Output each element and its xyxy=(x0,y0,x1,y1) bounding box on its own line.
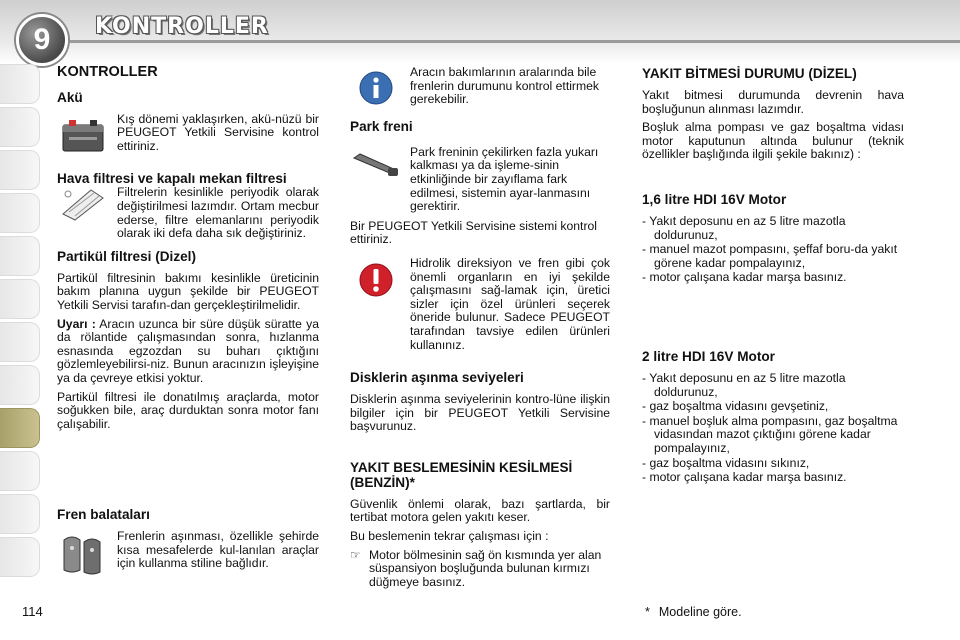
column-middle xyxy=(350,66,610,589)
hdi16-steps xyxy=(642,215,904,285)
pointing-hand-icon: ☞ xyxy=(350,547,361,562)
battery-text: Kış dönemi yaklaşırken, akü-nüzü bir PEUGEOT Yetkili Servisine kontrol ettiriniz. xyxy=(117,111,319,153)
dpf-heading: Partikül filtresi (Dizel) xyxy=(57,248,196,264)
chapter-tab[interactable] xyxy=(0,451,40,491)
brake-pads-icon xyxy=(57,530,109,576)
step-item: - manuel mazot pompasını, şeffaf boru-da yakıt görene kadar pompalayınız, xyxy=(642,243,904,270)
park-brake-text: Park freninin çekilirken fazla yukarı kalkması ya da işleme-sinin etkinliğinde bir zayıflama fark edilmesi, sistemin ayar-lanmasını gerektirir. xyxy=(410,144,599,214)
dpf-paragraph-2 xyxy=(57,318,319,386)
chapter-tab[interactable] xyxy=(0,322,40,362)
dpf-warning-text: Aracın uzunca bir süre düşük süratte ya da rölantide çalışmasından sonra, hızlanma esnasında egzozdan su buharı çıktığını gözlemleyebilirsi-niz. Bunun aracınızın işleyişine ya da çevreye etkisi yoktur. xyxy=(57,316,319,385)
disc-text: Disklerin aşınma seviyelerinin kontro-lüne ilişkin bilgiler için bir PEUGEOT Yetkili Servisine başvurunuz. xyxy=(350,392,610,434)
petrol-cutoff-heading: YAKIT BESLEMESİNİN KESİLMESİ (BENZİN)* xyxy=(350,459,573,490)
dpf-warning-label: Uyarı : xyxy=(57,316,96,331)
battery-icon xyxy=(57,113,109,154)
footnote xyxy=(645,605,742,619)
step-item: - motor çalışana kadar marşa basınız. xyxy=(642,271,904,285)
park-brake-icon xyxy=(350,146,402,214)
petrol-paragraph-1: Güvenlik önlemi olarak, bazı şartlarda, bir tertibat motora gelen yakıtı keser. xyxy=(350,496,610,525)
step-item: - motor çalışana kadar marşa basınız. xyxy=(642,471,904,485)
chapter-tab[interactable] xyxy=(0,236,40,276)
dpf-paragraph-3: Partikül filtresi ile donatılmış araçlarda, motor soğukken bile, araç durduktan sonra motor fanı çalışabilir. xyxy=(57,389,319,431)
diesel-paragraph-1: Yakıt bitmesi durumunda devrenin hava boşluğunun alınması lazımdır. xyxy=(642,88,904,116)
step-item: - manuel boşluk alma pompasını, gaz boşaltma vidasından mazot çıktığını görene kadar pompalayınız, xyxy=(642,415,904,456)
info-icon xyxy=(350,66,402,107)
warning-icon xyxy=(350,257,402,352)
petrol-bullet xyxy=(350,549,610,590)
diesel-empty-heading: YAKIT BİTMESİ DURUMU (DİZEL) xyxy=(642,66,857,81)
chapter-tab[interactable] xyxy=(0,64,40,104)
step-item: - gaz boşaltma vidasını sıkınız, xyxy=(642,457,904,471)
filter-icon xyxy=(57,170,109,240)
chapter-tab[interactable] xyxy=(0,193,40,233)
info-text: Aracın bakımlarının aralarında bile frenlerin durumunu kontrol ettirmek gerekebilir. xyxy=(410,65,599,107)
chapter-tab[interactable] xyxy=(0,365,40,405)
section-title: KONTROLLER xyxy=(57,64,158,80)
chapter-tab[interactable] xyxy=(0,279,40,319)
page-title: KONTROLLER xyxy=(95,14,269,39)
battery-heading: Akü xyxy=(57,89,83,105)
footnote-marker: * xyxy=(645,605,650,619)
petrol-paragraph-2: Bu beslemenin tekrar çalışması için : xyxy=(350,529,549,544)
footnote-text: Modeline göre. xyxy=(658,605,742,619)
page-number: 114 xyxy=(22,604,43,619)
diesel-paragraph-2: Boşluk alma pompası ve gaz boşaltma vidası motor kaputunun altında bulunur (teknik özellikler başlığında ilgili şekile bakınız) : xyxy=(642,120,904,162)
column-left xyxy=(57,66,319,582)
chapter-tab[interactable] xyxy=(0,150,40,190)
hdi16-heading: 1,6 litre HDI 16V Motor xyxy=(642,191,787,207)
chapter-tab-active[interactable] xyxy=(0,408,40,448)
chapter-tab[interactable] xyxy=(0,537,40,577)
chapter-number-badge: 9 xyxy=(16,14,68,66)
brake-text: Frenlerin aşınması, özellikle şehirde kısa mesafelerde kul-lanılan araçlar için kullanma stiline bağlıdır. xyxy=(117,529,319,571)
petrol-bullet-text: Motor bölmesinin sağ ön kısmında yer alan süspansiyon boşluğunda bulunan kırmızı düğmeye basınız. xyxy=(368,547,602,589)
park-brake-heading: Park freni xyxy=(350,118,413,134)
step-item: - Yakıt deposunu en az 5 litre mazotla doldurunuz, xyxy=(642,215,904,242)
step-item: - gaz boşaltma vidasını gevşetiniz, xyxy=(642,400,904,414)
hdi2-steps xyxy=(642,372,904,485)
disc-heading: Disklerin aşınma seviyeleri xyxy=(350,370,524,386)
hydraulic-text: Hidrolik direksiyon ve fren gibi çok önemli organların en iyi şekilde çalışmasını sağ-lamak için, üretici sizler için özel ürünleri seçerek öneride bulunur. Sadece PEUGEOT tarafından tavsiye edilen ürünleri kullanınız. xyxy=(410,255,610,352)
filter-text: Filtrelerin kesinlikle periyodik olarak değiştirilmesi lazımdır. Ortam mecbur ederse, filtre elemanlarını periyodik olarak iki defa daha sık değiştiriniz. xyxy=(117,185,319,241)
header-rule xyxy=(70,40,960,43)
park-brake-text-2: Bir PEUGEOT Yetkili Servisine sistemi kontrol ettiriniz. xyxy=(350,218,597,247)
chapter-tabs xyxy=(0,64,40,580)
dpf-paragraph-1: Partikül filtresinin bakımı kesinlikle üreticinin bakım planına uygun şekilde bir PEUGEOT Yetkili Servisi tarafın-dan gerçekleştirilmelidir. xyxy=(57,270,319,312)
column-right xyxy=(642,66,904,486)
hdi2-heading: 2 litre HDI 16V Motor xyxy=(642,348,775,364)
brake-heading: Fren balataları xyxy=(57,507,150,523)
filter-heading: Hava filtresi ve kapalı mekan filtresi xyxy=(57,171,287,187)
chapter-tab[interactable] xyxy=(0,107,40,147)
chapter-tab[interactable] xyxy=(0,494,40,534)
step-item: - Yakıt deposunu en az 5 litre mazotla doldurunuz, xyxy=(642,372,904,399)
